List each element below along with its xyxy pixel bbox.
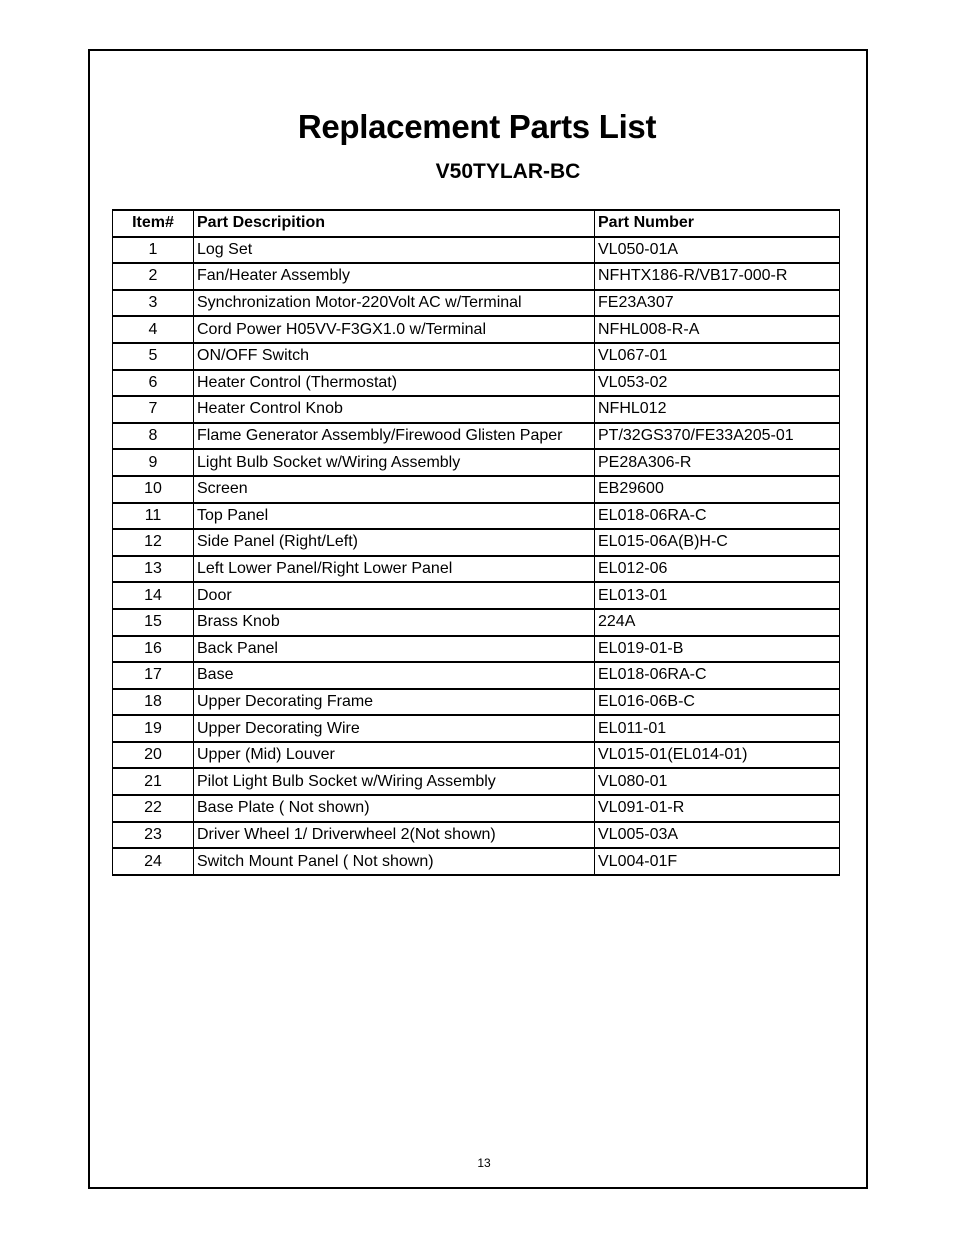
part-number-cell: VL015-01(EL014-01) — [595, 742, 840, 769]
part-number-cell: 224A — [595, 609, 840, 636]
part-description-cell: Left Lower Panel/Right Lower Panel — [194, 556, 595, 583]
part-number-cell: VL091-01-R — [595, 795, 840, 822]
part-description-cell: Upper (Mid) Louver — [194, 742, 595, 769]
part-description-cell: Flame Generator Assembly/Firewood Glisten Paper — [194, 423, 595, 450]
item-number-cell: 21 — [113, 768, 194, 795]
table-row — [113, 343, 840, 370]
part-number-cell: EL012-06 — [595, 556, 840, 583]
part-description-cell: Cord Power H05VV-F3GX1.0 w/Terminal — [194, 316, 595, 343]
table-row — [113, 848, 840, 875]
part-number-cell: EB29600 — [595, 476, 840, 503]
part-number-cell: EL019-01-B — [595, 636, 840, 663]
part-number-cell: VL005-03A — [595, 822, 840, 849]
item-number-cell: 7 — [113, 396, 194, 423]
item-number-cell: 18 — [113, 689, 194, 716]
part-description-cell: Light Bulb Socket w/Wiring Assembly — [194, 449, 595, 476]
part-number-cell: VL004-01F — [595, 848, 840, 875]
part-description-cell: Brass Knob — [194, 609, 595, 636]
part-number-cell: EL018-06RA-C — [595, 503, 840, 530]
item-number-cell: 17 — [113, 662, 194, 689]
item-number-cell: 13 — [113, 556, 194, 583]
part-number-cell: EL011-01 — [595, 715, 840, 742]
table-row — [113, 556, 840, 583]
part-number-cell: NFHL008-R-A — [595, 316, 840, 343]
page-title: Replacement Parts List — [297, 108, 657, 145]
part-description-cell: Base — [194, 662, 595, 689]
table-row — [113, 662, 840, 689]
table-row — [113, 742, 840, 769]
part-description-cell: Screen — [194, 476, 595, 503]
item-number-cell: 11 — [113, 503, 194, 530]
table-row — [113, 822, 840, 849]
part-number-cell: FE23A307 — [595, 290, 840, 317]
table-row — [113, 636, 840, 663]
table-row — [113, 449, 840, 476]
item-number-cell: 1 — [113, 237, 194, 264]
header-item: Item# — [113, 210, 194, 237]
item-number-cell: 9 — [113, 449, 194, 476]
item-number-cell: 19 — [113, 715, 194, 742]
header-part-number: Part Number — [595, 210, 840, 237]
table-row — [113, 370, 840, 397]
header-description: Part Descripition — [194, 210, 595, 237]
part-number-cell: VL080-01 — [595, 768, 840, 795]
part-number-cell: EL016-06B-C — [595, 689, 840, 716]
item-number-cell: 6 — [113, 370, 194, 397]
part-description-cell: Base Plate ( Not shown) — [194, 795, 595, 822]
part-number-cell: VL050-01A — [595, 237, 840, 264]
part-number-cell: VL053-02 — [595, 370, 840, 397]
part-description-cell: Heater Control Knob — [194, 396, 595, 423]
table-row — [113, 423, 840, 450]
table-row — [113, 316, 840, 343]
item-number-cell: 10 — [113, 476, 194, 503]
item-number-cell: 24 — [113, 848, 194, 875]
item-number-cell: 16 — [113, 636, 194, 663]
item-number-cell: 3 — [113, 290, 194, 317]
item-number-cell: 8 — [113, 423, 194, 450]
table-row — [113, 768, 840, 795]
table-row — [113, 529, 840, 556]
table-row — [113, 689, 840, 716]
part-description-cell: Log Set — [194, 237, 595, 264]
part-description-cell: Pilot Light Bulb Socket w/Wiring Assembly — [194, 768, 595, 795]
table-row — [113, 237, 840, 264]
table-row — [113, 396, 840, 423]
part-description-cell: Synchronization Motor-220Volt AC w/Terminal — [194, 290, 595, 317]
part-description-cell: Upper Decorating Wire — [194, 715, 595, 742]
page-number: 13 — [477, 1156, 491, 1170]
parts-table-body — [113, 237, 840, 875]
item-number-cell: 12 — [113, 529, 194, 556]
table-row — [113, 263, 840, 290]
part-number-cell: PE28A306-R — [595, 449, 840, 476]
item-number-cell: 20 — [113, 742, 194, 769]
item-number-cell: 15 — [113, 609, 194, 636]
table-row — [113, 290, 840, 317]
table-row — [113, 715, 840, 742]
part-number-cell: VL067-01 — [595, 343, 840, 370]
model-number: V50TYLAR-BC — [435, 160, 581, 183]
table-row — [113, 795, 840, 822]
table-header-row — [113, 210, 840, 237]
part-description-cell: Top Panel — [194, 503, 595, 530]
part-description-cell: ON/OFF Switch — [194, 343, 595, 370]
part-number-cell: NFHTX186-R/VB17-000-R — [595, 263, 840, 290]
item-number-cell: 5 — [113, 343, 194, 370]
part-description-cell: Upper Decorating Frame — [194, 689, 595, 716]
part-number-cell: EL013-01 — [595, 582, 840, 609]
item-number-cell: 23 — [113, 822, 194, 849]
part-number-cell: NFHL012 — [595, 396, 840, 423]
item-number-cell: 22 — [113, 795, 194, 822]
table-row — [113, 503, 840, 530]
part-description-cell: Side Panel (Right/Left) — [194, 529, 595, 556]
table-row — [113, 609, 840, 636]
part-number-cell: EL015-06A(B)H-C — [595, 529, 840, 556]
part-number-cell: EL018-06RA-C — [595, 662, 840, 689]
part-description-cell: Door — [194, 582, 595, 609]
parts-table — [112, 209, 840, 876]
part-description-cell: Fan/Heater Assembly — [194, 263, 595, 290]
table-row — [113, 582, 840, 609]
part-description-cell: Back Panel — [194, 636, 595, 663]
item-number-cell: 4 — [113, 316, 194, 343]
part-description-cell: Driver Wheel 1/ Driverwheel 2(Not shown) — [194, 822, 595, 849]
item-number-cell: 14 — [113, 582, 194, 609]
part-description-cell: Heater Control (Thermostat) — [194, 370, 595, 397]
part-number-cell: PT/32GS370/FE33A205-01 — [595, 423, 840, 450]
table-row — [113, 476, 840, 503]
part-description-cell: Switch Mount Panel ( Not shown) — [194, 848, 595, 875]
item-number-cell: 2 — [113, 263, 194, 290]
